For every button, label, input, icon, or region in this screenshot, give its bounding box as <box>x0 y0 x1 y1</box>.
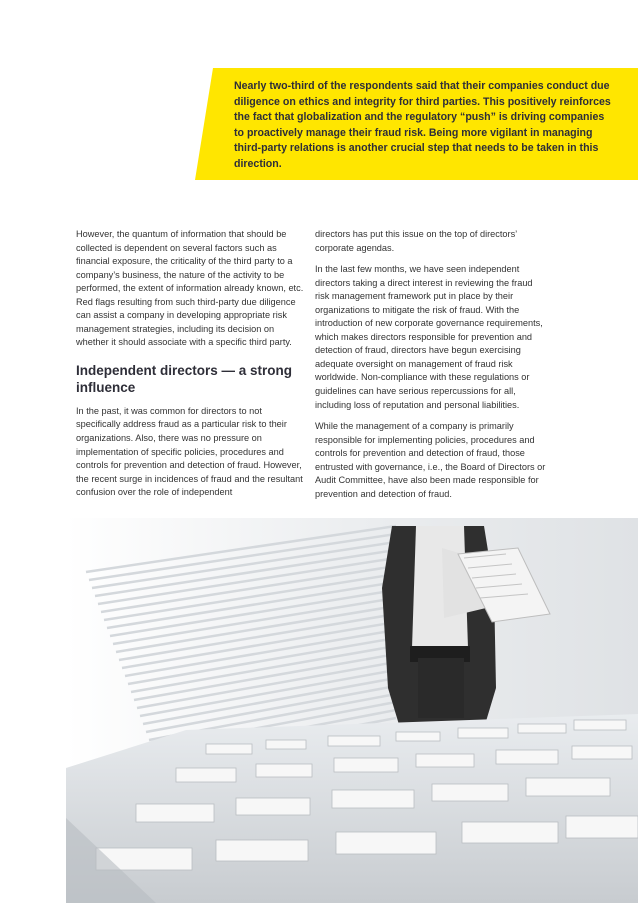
meeting-photo-illustration <box>66 518 638 903</box>
body-paragraph: In the past, it was common for directors to not specifically address fraud as a particular risk to their organizations. Also, there was no pressure on implementation of specific policies, procedures and controls for prevention and detection of fraud. However, the recent surge in incidences of fraud and the resultant confusion over the role of independent <box>76 405 303 498</box>
paper-stack <box>496 750 558 764</box>
paper-stack <box>334 758 398 772</box>
paper-stack <box>526 778 610 796</box>
right-column <box>315 228 549 509</box>
paper-stack <box>328 736 380 746</box>
paper-stack <box>566 816 638 838</box>
body-paragraph: However, the quantum of information that should be collected is dependent on several factors such as financial exposure, the criticality of the third party to a company’s business, the nature of the activity to be performed, the extent of information already known, etc. Red flags resulting from such third-party due diligence can assist a company in developing appropriate risk management strategies, including its decision on whether it should associate with a specific third party. <box>76 229 304 348</box>
body-paragraph: While the management of a company is primarily responsible for implementing policies, procedures and controls for prevention and detection of fraud, those entrusted with governance, i.e., the Board of Directors or Audit Committee, have also been made responsible for prevention and detection of fraud. <box>315 421 546 499</box>
paper-stack <box>206 744 252 754</box>
paper-stack <box>432 784 508 801</box>
paper-stack <box>458 728 508 738</box>
callout-text: Nearly two-third of the respondents said that their companies conduct due diligence on ethics and integrity for third parties. This positively reinforces the fact that globalization and the regulatory “push” is driving companies to proactively manage their fraud risk. Being more vigilant in managing third-party relations is another crucial step that needs to be taken in this direction. <box>234 80 611 170</box>
section-heading: Independent directors — a strong influence <box>76 362 293 395</box>
body-paragraph: directors has put this issue on the top of directors’ corporate agendas. <box>315 229 517 253</box>
paper-stack <box>176 768 236 782</box>
paper-stack <box>574 720 626 730</box>
paper-stack <box>336 832 436 854</box>
left-column <box>76 228 308 508</box>
paper-stack <box>396 732 440 741</box>
body-paragraph: In the last few months, we have seen independent directors taking a direct interest in reviewing the fraud risk management framework put in place by their organizations to mitigate the risk of fraud. With the introduction of new corporate governance requirements, which makes directors responsible for prevention and detection of fraud, directors have begun exercising adequate oversight on management of fraud risk worldwide. Non-compliance with these regulations or guidelines can have serious repercussions for all, including loss of reputation and personal liabilities. <box>315 264 543 410</box>
paper-stack <box>332 790 414 808</box>
paper-stack <box>266 740 306 749</box>
paper-stack <box>256 764 312 777</box>
paper-stack <box>518 724 566 733</box>
meeting-photo <box>66 518 638 903</box>
paper-stack <box>136 804 214 822</box>
paper-stack <box>462 822 558 843</box>
paper-stack <box>572 746 632 759</box>
paper-stack <box>236 798 310 815</box>
paper-stack <box>216 840 308 861</box>
paper-stack <box>416 754 474 767</box>
